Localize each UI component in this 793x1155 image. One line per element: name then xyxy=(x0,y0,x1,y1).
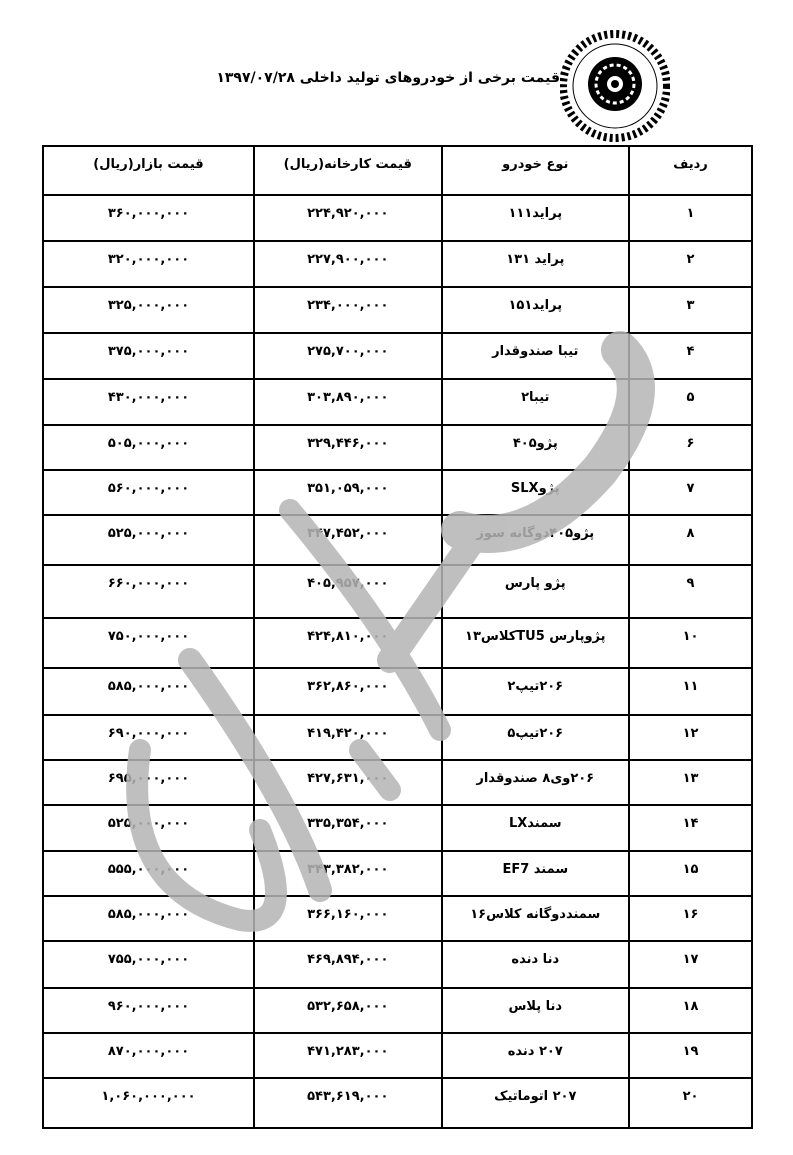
factory-price-cell: ۲۳۴,۰۰۰,۰۰۰ xyxy=(254,287,442,333)
factory-price-cell: ۳۴۳,۳۸۲,۰۰۰ xyxy=(254,851,442,896)
market-price-cell: ۷۵۵,۰۰۰,۰۰۰ xyxy=(43,941,254,988)
table-row xyxy=(43,715,752,760)
car-type-cell: تیبا۲ xyxy=(442,379,629,425)
car-type-cell: پژو پارس xyxy=(442,565,629,618)
factory-price-cell: ۴۱۹,۴۲۰,۰۰۰ xyxy=(254,715,442,760)
factory-price-cell: ۵۳۲,۶۵۸,۰۰۰ xyxy=(254,988,442,1033)
table-row xyxy=(43,515,752,565)
car-type-cell: ۲۰۶وی۸ صندوقدار xyxy=(442,760,629,805)
market-price-cell: ۵۸۵,۰۰۰,۰۰۰ xyxy=(43,896,254,941)
factory-price-cell: ۳۴۷,۴۵۲,۰۰۰ xyxy=(254,515,442,565)
car-type-cell: ۲۰۶تیپ۲ xyxy=(442,668,629,715)
row-index-cell: ۲ xyxy=(629,241,752,287)
table-row xyxy=(43,333,752,379)
market-price-cell: ۵۵۵,۰۰۰,۰۰۰ xyxy=(43,851,254,896)
table-row xyxy=(43,565,752,618)
table-header-row xyxy=(43,146,752,195)
table-row xyxy=(43,379,752,425)
row-index-cell: ۱۵ xyxy=(629,851,752,896)
seal-logo xyxy=(560,30,670,142)
table-row xyxy=(43,618,752,668)
row-index-cell: ۳ xyxy=(629,287,752,333)
column-header-factory-price: قیمت کارخانه(ریال) xyxy=(254,146,442,195)
table-row xyxy=(43,1078,752,1128)
market-price-cell: ۳۷۵,۰۰۰,۰۰۰ xyxy=(43,333,254,379)
factory-price-cell: ۴۶۹,۸۹۴,۰۰۰ xyxy=(254,941,442,988)
car-type-cell: پراید۱۱۱ xyxy=(442,195,629,241)
car-type-cell: تیبا صندوقدار xyxy=(442,333,629,379)
car-price-table xyxy=(42,145,753,1129)
car-type-cell: پراید۱۵۱ xyxy=(442,287,629,333)
factory-price-cell: ۳۲۹,۴۴۶,۰۰۰ xyxy=(254,425,442,470)
table-row xyxy=(43,1033,752,1078)
factory-price-cell: ۴۲۴,۸۱۰,۰۰۰ xyxy=(254,618,442,668)
row-index-cell: ۱۸ xyxy=(629,988,752,1033)
column-header-car-type: نوع خودرو xyxy=(442,146,629,195)
market-price-cell: ۵۰۵,۰۰۰,۰۰۰ xyxy=(43,425,254,470)
market-price-cell: ۹۶۰,۰۰۰,۰۰۰ xyxy=(43,988,254,1033)
car-type-cell: سمنددوگانه کلاس۱۶ xyxy=(442,896,629,941)
market-price-cell: ۴۳۰,۰۰۰,۰۰۰ xyxy=(43,379,254,425)
row-index-cell: ۱۹ xyxy=(629,1033,752,1078)
factory-price-cell: ۴۰۵,۹۵۷,۰۰۰ xyxy=(254,565,442,618)
row-index-cell: ۱۰ xyxy=(629,618,752,668)
car-type-cell: ۲۰۷ دنده xyxy=(442,1033,629,1078)
row-index-cell: ۹ xyxy=(629,565,752,618)
car-type-cell: ۲۰۶تیپ۵ xyxy=(442,715,629,760)
table-row xyxy=(43,668,752,715)
factory-price-cell: ۴۲۷,۶۳۱,۰۰۰ xyxy=(254,760,442,805)
market-price-cell: ۶۹۰,۰۰۰,۰۰۰ xyxy=(43,715,254,760)
table-row xyxy=(43,805,752,851)
table-row xyxy=(43,195,752,241)
table-row xyxy=(43,941,752,988)
factory-price-cell: ۳۰۳,۸۹۰,۰۰۰ xyxy=(254,379,442,425)
factory-price-cell: ۲۲۷,۹۰۰,۰۰۰ xyxy=(254,241,442,287)
table-row xyxy=(43,851,752,896)
row-index-cell: ۸ xyxy=(629,515,752,565)
row-index-cell: ۷ xyxy=(629,470,752,515)
car-type-cell: سمندLX xyxy=(442,805,629,851)
car-type-cell: پژوپارس TU5کلاس۱۳ xyxy=(442,618,629,668)
car-type-cell: پراید ۱۳۱ xyxy=(442,241,629,287)
market-price-cell: ۵۲۵,۰۰۰,۰۰۰ xyxy=(43,805,254,851)
row-index-cell: ۱۴ xyxy=(629,805,752,851)
row-index-cell: ۵ xyxy=(629,379,752,425)
car-type-cell: سمند EF7 xyxy=(442,851,629,896)
factory-price-cell: ۲۷۵,۷۰۰,۰۰۰ xyxy=(254,333,442,379)
table-row xyxy=(43,287,752,333)
table-row xyxy=(43,470,752,515)
row-index-cell: ۱۲ xyxy=(629,715,752,760)
row-index-cell: ۱۱ xyxy=(629,668,752,715)
table-row xyxy=(43,760,752,805)
factory-price-cell: ۳۳۵,۳۵۴,۰۰۰ xyxy=(254,805,442,851)
column-header-market-price: قیمت بازار(ریال) xyxy=(43,146,254,195)
car-type-cell: پژو۴۰۵ xyxy=(442,425,629,470)
table-row xyxy=(43,896,752,941)
page-title: قیمت برخی از خودروهای تولید داخلی ۱۳۹۷/۰۷/۲۸ xyxy=(216,70,560,86)
factory-price-cell: ۳۵۱,۰۵۹,۰۰۰ xyxy=(254,470,442,515)
table-row xyxy=(43,241,752,287)
market-price-cell: ۳۶۰,۰۰۰,۰۰۰ xyxy=(43,195,254,241)
car-type-cell: دنا دنده xyxy=(442,941,629,988)
market-price-cell: ۵۸۵,۰۰۰,۰۰۰ xyxy=(43,668,254,715)
market-price-cell: ۸۷۰,۰۰۰,۰۰۰ xyxy=(43,1033,254,1078)
row-index-cell: ۴ xyxy=(629,333,752,379)
market-price-cell: ۳۲۵,۰۰۰,۰۰۰ xyxy=(43,287,254,333)
row-index-cell: ۱۶ xyxy=(629,896,752,941)
factory-price-cell: ۲۲۴,۹۲۰,۰۰۰ xyxy=(254,195,442,241)
factory-price-cell: ۴۷۱,۲۸۳,۰۰۰ xyxy=(254,1033,442,1078)
table-row xyxy=(43,425,752,470)
factory-price-cell: ۳۶۶,۱۶۰,۰۰۰ xyxy=(254,896,442,941)
factory-price-cell: ۵۴۳,۶۱۹,۰۰۰ xyxy=(254,1078,442,1128)
car-type-cell: دنا پلاس xyxy=(442,988,629,1033)
row-index-cell: ۱۷ xyxy=(629,941,752,988)
market-price-cell: ۵۲۵,۰۰۰,۰۰۰ xyxy=(43,515,254,565)
market-price-cell: ۶۶۰,۰۰۰,۰۰۰ xyxy=(43,565,254,618)
table-row xyxy=(43,988,752,1033)
market-price-cell: ۱,۰۶۰,۰۰۰,۰۰۰ xyxy=(43,1078,254,1128)
row-index-cell: ۱۳ xyxy=(629,760,752,805)
factory-price-cell: ۳۶۲,۸۶۰,۰۰۰ xyxy=(254,668,442,715)
row-index-cell: ۲۰ xyxy=(629,1078,752,1128)
car-type-cell: ۲۰۷ اتوماتیک xyxy=(442,1078,629,1128)
market-price-cell: ۷۵۰,۰۰۰,۰۰۰ xyxy=(43,618,254,668)
column-header-index: ردیف xyxy=(629,146,752,195)
market-price-cell: ۳۲۰,۰۰۰,۰۰۰ xyxy=(43,241,254,287)
row-index-cell: ۶ xyxy=(629,425,752,470)
car-type-cell: پژوSLX xyxy=(442,470,629,515)
market-price-cell: ۶۹۵,۰۰۰,۰۰۰ xyxy=(43,760,254,805)
car-type-cell: پژو۴۰۵دوگانه سوز xyxy=(442,515,629,565)
market-price-cell: ۵۶۰,۰۰۰,۰۰۰ xyxy=(43,470,254,515)
row-index-cell: ۱ xyxy=(629,195,752,241)
